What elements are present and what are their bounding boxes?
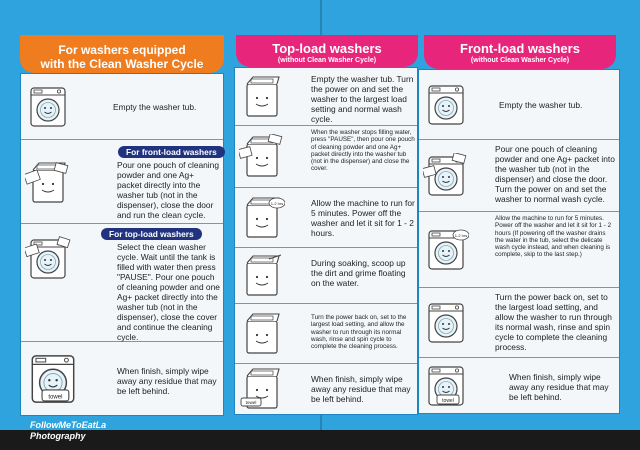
subtitle-badge: For front-load washers: [118, 146, 225, 158]
step-item: [419, 140, 619, 212]
step-text: Empty the washer tub.: [113, 102, 197, 112]
steps-panel: [20, 73, 224, 416]
step-text: When the washer stops filling water, press "PAUSE", then pour one pouch of cleaning powder and one Ag+ packet directly into the washer tub (not in the dispenser) and close the cover.: [311, 129, 415, 173]
step-text: Pour one pouch of cleaning powder and one Ag+ packet into the washer tub (not in the dispenser) and close the door. Turn the power on and set the washer to normal wash cycle.: [495, 144, 615, 204]
step-text: Select the clean washer cycle. Wait until the tank is filled with water then press "PAUSE". Pour one pouch of cleaning powder and one Ag+ packet directly into the washer tub (not in the dispenser), close the cover and continue the cleaning cycle.: [117, 242, 220, 342]
step-item: [235, 364, 417, 414]
washer-timer-icon: [239, 195, 285, 241]
step-text: When finish, simply wipe away any residue that may be left behind.: [311, 374, 411, 404]
header-subtitle: (without Clean Washer Cycle): [470, 57, 570, 64]
step-text: During soaking, scoop up the dirt and grime floating on the water.: [311, 258, 406, 288]
step-text: Allow the machine to run for 5 minutes. Power off the washer and let it sit for 1 - 2 hours (If powering off the washer drains the water in the tub, select the delicate wash cycle instead, and when cleaning is complete, skip to the last step.): [495, 215, 612, 259]
wipe-with-towel-icon: [25, 351, 81, 407]
step-item: [235, 126, 417, 188]
wipe-with-towel-icon: [423, 363, 469, 409]
step-text: Empty the washer tub. Turn the power on and set the washer to the largest load setting and normal wash cycle.: [311, 74, 414, 124]
header-title: Front-load washers: [460, 41, 580, 56]
step-text: Turn the power back on, set to the largest load setting, and allow the washer to run through its normal wash, rinse and spin cycle to complete the cleaning process.: [495, 292, 612, 352]
towel-label: towel: [442, 397, 454, 404]
steps-panel: [234, 67, 418, 415]
step-item: [419, 358, 619, 413]
column-header: [236, 35, 418, 67]
front-load-washer-icon: [25, 84, 71, 130]
step-item: [21, 342, 223, 415]
step-item: [235, 68, 417, 126]
header-title-line1: For washers equipped: [58, 43, 186, 57]
steps-panel: [418, 69, 620, 414]
washer-with-packet-icon: [25, 236, 71, 282]
washer-timer-icon: [423, 227, 469, 273]
step-item: [419, 212, 619, 288]
step-item: [21, 74, 223, 140]
credit-line1: FollowMeToEatLa: [30, 420, 107, 430]
step-text: Turn the power back on, set to the largest load setting, and allow the washer to run through its normal wash, rinse and spin cycle to complete the cleaning process.: [311, 314, 407, 351]
step-text: Allow the machine to run for 5 minutes. Power off the washer and let it sit for 1 - 2 hours.: [311, 198, 415, 238]
step-item: [235, 188, 417, 248]
front-load-washer-icon: [423, 300, 469, 346]
photo-credit: [30, 420, 106, 442]
header-title: Top-load washers: [272, 41, 382, 56]
towel-label: towel: [48, 392, 63, 400]
column-header: [424, 35, 616, 69]
towel-label: towel: [245, 400, 257, 405]
step-item: [235, 248, 417, 304]
washer-with-packet-icon: [25, 160, 71, 206]
front-load-washer-icon: [423, 82, 469, 128]
scoop-washer-icon: [239, 253, 285, 299]
step-item: [235, 304, 417, 364]
top-load-washer-icon: [239, 74, 285, 120]
step-text: Pour one pouch of cleaning powder and one Ag+ packet directly into the washer tub (not in the dispenser), close the door and run the clean cycle.: [117, 160, 219, 220]
top-load-washer-icon: [239, 311, 285, 357]
step-item: [21, 224, 223, 342]
subtitle-badge: For top-load washers: [101, 228, 202, 240]
credit-line2: Photography: [30, 431, 86, 441]
header-title-line2: with the Clean Washer Cycle: [40, 57, 204, 71]
step-item: [419, 70, 619, 140]
step-text: When finish, simply wipe away any residue that may be left behind.: [509, 372, 609, 402]
header-subtitle: (without Clean Washer Cycle): [277, 57, 377, 64]
step-text: When finish, simply wipe away any residue that may be left behind.: [117, 366, 217, 396]
timer-label: 1-2 hrs: [454, 232, 468, 238]
washer-with-packet-icon: [239, 134, 285, 180]
wipe-with-towel-icon: [239, 366, 285, 412]
step-text: Empty the washer tub.: [499, 100, 583, 110]
washer-with-packet-icon: [423, 153, 469, 199]
timer-label: 1-2 hrs: [270, 200, 284, 206]
column-header: [20, 35, 224, 73]
step-item: [419, 288, 619, 358]
step-item: [21, 140, 223, 224]
